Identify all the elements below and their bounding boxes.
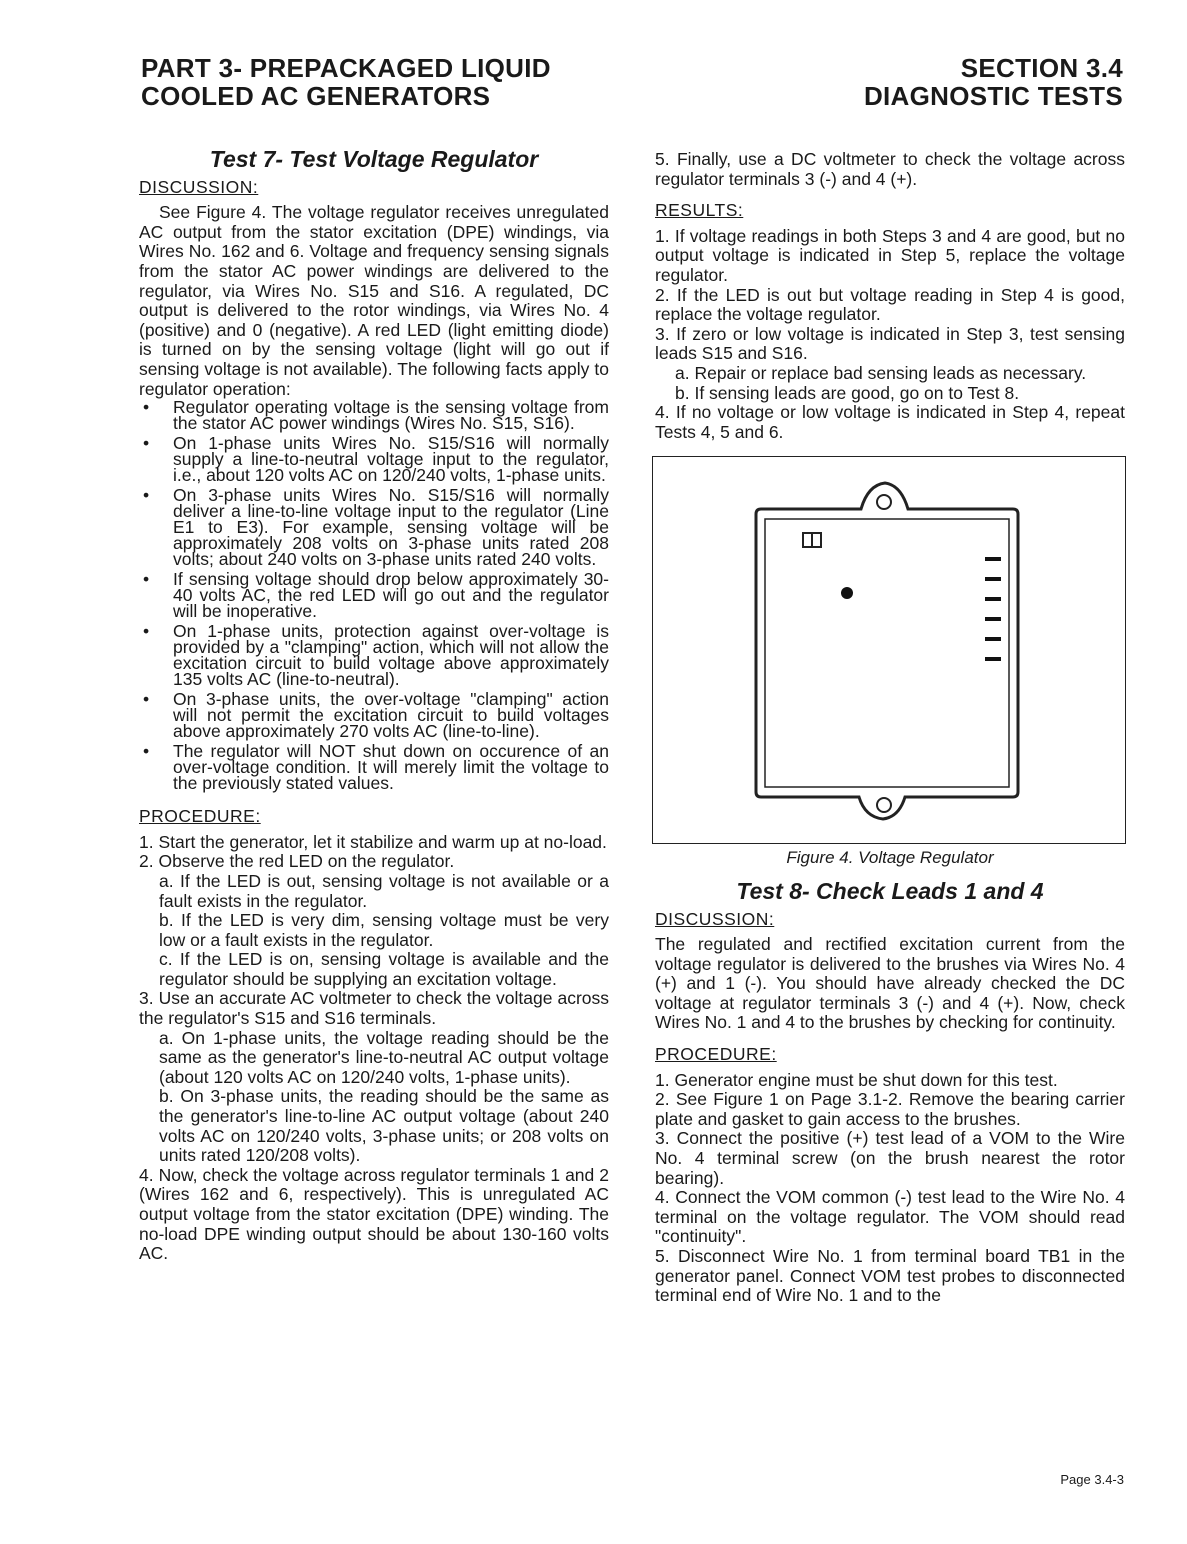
test7-title: Test 7- Test Voltage Regulator	[209, 146, 539, 172]
test8-procedure-heading: PROCEDURE:	[655, 1044, 777, 1065]
page-number: Page 3.4-3	[1060, 1472, 1124, 1487]
part-title	[141, 54, 551, 110]
procedure-step: 1. Start the generator, let it stabilize and warm up at no-load.	[139, 831, 607, 852]
figure-caption: Figure 4. Voltage Regulator	[786, 848, 994, 868]
voltage-regulator-drawing	[653, 457, 1124, 842]
test7-discussion: See Figure 4. The voltage regulator receives unregulated AC output from the stator excitation (DPE) windings, via Wires No. 162 and 6. Voltage and frequency sensing signals from the stator AC power windings are delivered to the regulator, via Wires No. S15 and S16. A regulated, DC output is delivered to the rotor windings, via Wires No. 4 (positive) and 0 (negative). A red LED (light emitting diode) is turned on by the sensing voltage (light will go out if sensing voltage is not available). The following facts apply to regulator operation:	[139, 202, 609, 399]
test7-discussion-heading: DISCUSSION:	[139, 176, 259, 197]
test8-discussion-heading: DISCUSSION:	[655, 908, 775, 929]
list-item: • On 3-phase units Wires No. S15/S16 will normally deliver a line-to-line voltage input to the regulator (Line E1 to E3). For example, sensing voltage will be approximately 208 volts on 3-phase units rated 208 volts; about 240 volts on 3-phase units rated 240 volts.	[139, 487, 609, 567]
result-item: 2. If the LED is out but voltage reading in Step 4 is good, replace the voltage regulator.	[655, 284, 1125, 325]
section-title	[864, 54, 1123, 110]
regulator-facts-list	[139, 397, 609, 794]
procedure-step: 2. Observe the red LED on the regulator.	[139, 851, 455, 872]
result-item: 1. If voltage readings in both Steps 3 and 4 are good, but no output voltage is indicated in Step 5, replace the voltage regulator.	[655, 225, 1125, 285]
result-item: 4. If no voltage or low voltage is indicated in Step 4, repeat Tests 4, 5 and 6.	[655, 402, 1125, 442]
list-item: • The regulator will NOT shut down on occurence of an over-voltage condition. It will merely limit the voltage to the previously stated values.	[139, 743, 609, 791]
procedure-step: 2. See Figure 1 on Page 3.1-2. Remove the bearing carrier plate and gasket to gain access to the brushes.	[655, 1089, 1125, 1129]
procedure-substep: b. If the LED is very dim, sensing voltage must be very low or a fault exists in the regulator.	[159, 910, 609, 950]
list-item: • If sensing voltage should drop below approximately 30-40 volts AC, the red LED will go out and the regulator will be inoperative.	[139, 571, 609, 619]
part-title-line1: PART 3- PREPACKAGED LIQUID	[141, 53, 551, 83]
procedure-step: 5. Finally, use a DC voltmeter to check the voltage across regulator terminals 3 (-) and 4 (+).	[655, 149, 1125, 189]
list-item: • On 1-phase units Wires No. S15/S16 will normally supply a line-to-neutral voltage input to the regulator, i.e., about 120 volts AC on 120/240 volts, 1-phase units.	[139, 435, 609, 483]
left-column	[139, 146, 609, 1264]
test7-results-heading: RESULTS:	[655, 200, 744, 221]
section-title-line1: SECTION 3.4	[960, 53, 1123, 83]
test8-discussion: The regulated and rectified excitation current from the voltage regulator is delivered to the brushes via Wires No. 4 (+) and 1 (-). You should have already checked the DC voltage at regulator terminals 3 (-) and 4 (+). Now, check Wires No. 1 and 4 to the brushes by checking for continuity.	[655, 934, 1125, 1033]
procedure-step: 3. Use an accurate AC voltmeter to check the voltage across the regulator's S15 and S16 terminals.	[139, 988, 609, 1029]
list-item: • On 1-phase units, protection against over-voltage is provided by a "clamping" action, which will not allow the excitation circuit to build voltage above approximately 135 volts AC (line-to-neutral).	[139, 623, 609, 687]
procedure-substep: b. On 3-phase units, the reading should be the same as the generator's line-to-line AC output voltage (about 240 volts AC on 120/240 volts, 3-phase units; or 208 volts on units rated 120/208 volts).	[159, 1086, 609, 1166]
right-column	[655, 150, 1125, 1306]
result-item: 3. If zero or low voltage is indicated in Step 3, test sensing leads S15 and S16.	[655, 323, 1125, 364]
procedure-substep: a. If the LED is out, sensing voltage is not available or a fault exists in the regulator.	[159, 870, 609, 911]
list-item: • On 3-phase units, the over-voltage "clamping" action will not permit the excitation circuit to build voltages above approximately 270 volts AC (line-to-line).	[139, 691, 609, 739]
procedure-step: 3. Connect the positive (+) test lead of a VOM to the Wire No. 4 terminal screw (on the brush nearest the rotor bearing).	[655, 1128, 1125, 1188]
procedure-step: 4. Connect the VOM common (-) test lead to the Wire No. 4 terminal on the voltage regulator. The VOM should read "continuity".	[655, 1187, 1125, 1247]
test7-procedure-heading: PROCEDURE:	[139, 806, 261, 827]
procedure-step: 5. Disconnect Wire No. 1 from terminal board TB1 in the generator panel. Connect VOM test probes to disconnected terminal end of Wire No. 1 and to the	[655, 1246, 1125, 1306]
procedure-step: 4. Now, check the voltage across regulator terminals 1 and 2 (Wires 162 and 6, respectively). This is unregulated AC output voltage from the stator excitation (DPE) winding. The no-load DPE winding output should be about 130-160 volts AC.	[139, 1164, 609, 1264]
section-title-line2: DIAGNOSTIC TESTS	[863, 81, 1123, 111]
test8-title: Test 8- Check Leads 1 and 4	[736, 877, 1044, 904]
result-subitem: a. Repair or replace bad sensing leads as necessary.	[675, 362, 1087, 383]
procedure-substep: a. On 1-phase units, the voltage reading should be the same as the generator's line-to-neutral AC output voltage (about 120 volts AC on 120/240 volts, 1-phase units).	[159, 1027, 609, 1087]
figure-voltage-regulator	[652, 456, 1126, 844]
result-subitem: b. If sensing leads are good, go on to Test 8.	[675, 382, 1020, 403]
list-item: • Regulator operating voltage is the sensing voltage from the stator AC power windings (Wires No. S15, S16).	[139, 399, 609, 431]
part-title-line2: COOLED AC GENERATORS	[141, 81, 491, 111]
procedure-substep: c. If the LED is on, sensing voltage is available and the regulator should be supplying an excitation voltage.	[159, 949, 609, 989]
procedure-step: 1. Generator engine must be shut down for this test.	[655, 1069, 1058, 1090]
